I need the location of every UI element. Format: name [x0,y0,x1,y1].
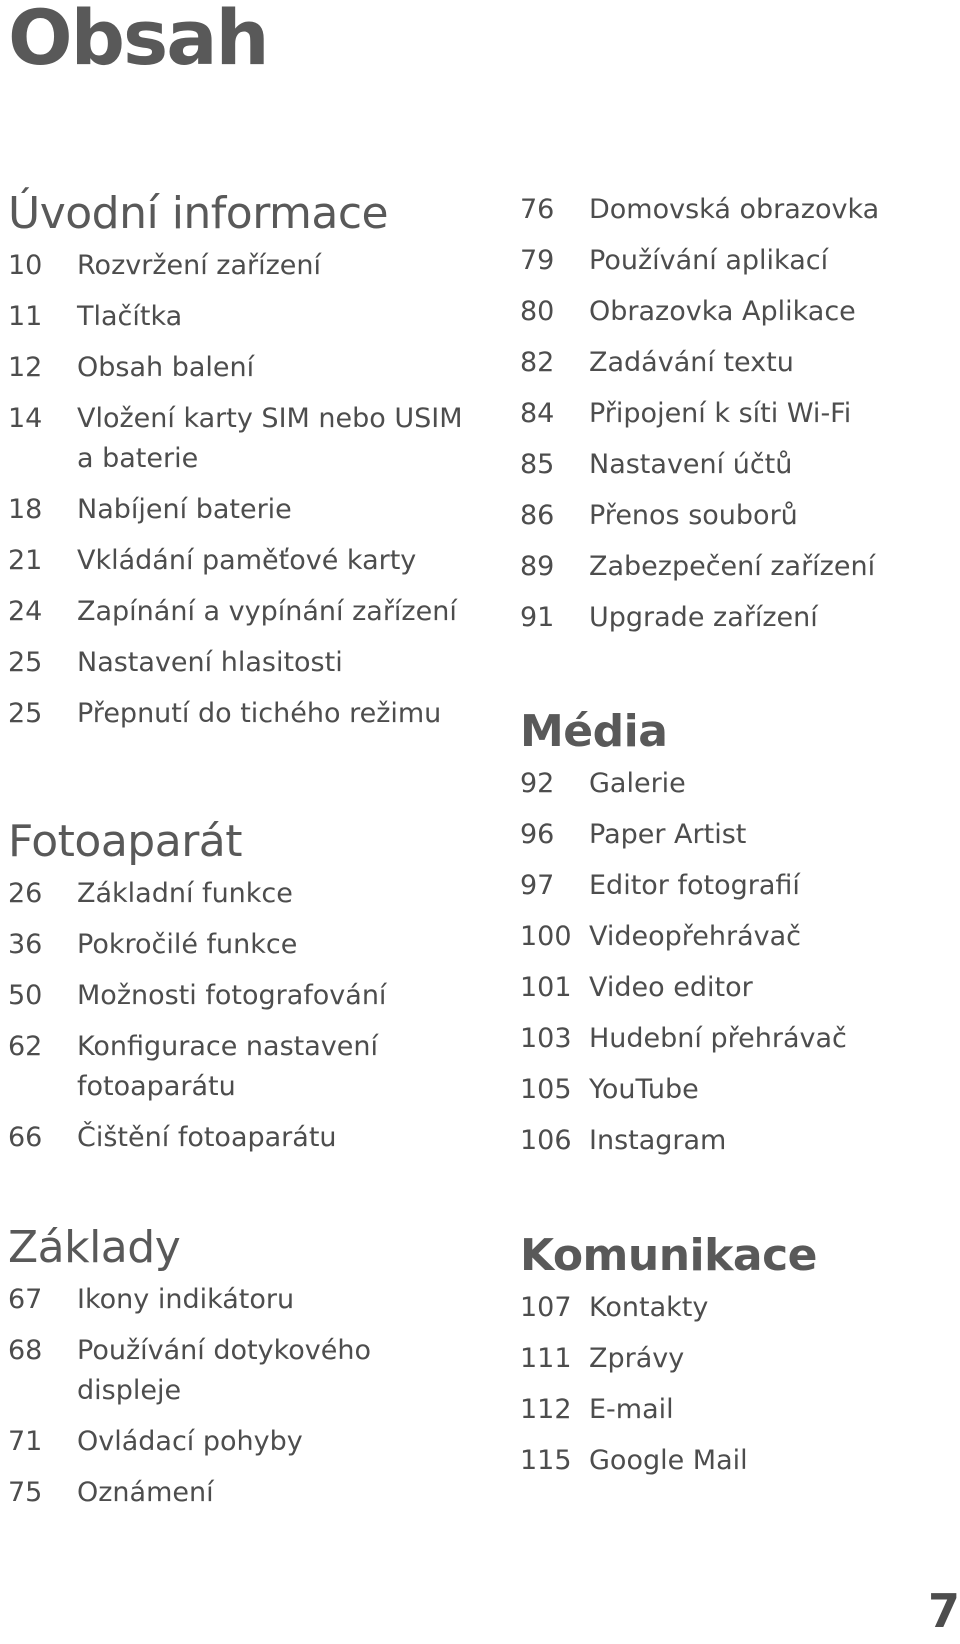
toc-label: Základní funkce [77,878,293,909]
toc-entry[interactable] [8,490,478,530]
toc-page-number: 68 [8,1335,43,1366]
toc-entry[interactable] [520,241,950,281]
toc-label: E-mail [589,1394,674,1425]
toc-page-number: 80 [520,296,555,327]
toc-page-number: 75 [8,1477,43,1508]
toc-entry[interactable] [8,592,478,632]
toc-entry[interactable] [8,1422,478,1462]
toc-entry[interactable] [520,394,950,434]
toc-page-number: 18 [8,494,43,525]
toc-label: Čištění fotoaparátu [77,1122,337,1153]
toc-entry[interactable] [8,976,478,1016]
toc-list [8,246,478,734]
toc-page-number: 36 [8,929,43,960]
toc-page-number: 10 [8,250,43,281]
toc-page-number: 91 [520,602,555,633]
toc-page-number: 79 [520,245,555,276]
toc-page-number: 11 [8,301,43,332]
toc-entry[interactable] [520,445,950,485]
toc-label: Video editor [589,972,753,1003]
toc-entry[interactable] [8,925,478,965]
toc-label: Používání aplikací [589,245,829,276]
toc-page-number: 14 [8,403,43,434]
toc-label: Videopřehrávač [589,921,802,952]
page-title: Obsah [8,0,268,82]
toc-label: Paper Artist [589,819,747,850]
toc-page-number: 76 [520,194,555,225]
section-heading: Fotoaparát [8,816,242,867]
toc-entry[interactable] [8,874,478,914]
toc-label: Zapínání a vypínání zařízení [77,596,457,627]
toc-label: Upgrade zařízení [589,602,818,633]
toc-label: Editor fotografií [589,870,800,901]
toc-list [8,1280,478,1513]
toc-entry[interactable] [8,348,478,388]
toc-entry[interactable] [8,1027,478,1107]
section-heading: Úvodní informace [8,188,389,239]
toc-list [520,190,950,638]
toc-page-number: 101 [520,972,572,1003]
toc-label: Obsah balení [77,352,255,383]
toc-label: Tlačítka [77,301,183,332]
toc-label: Vkládání paměťové karty [77,545,417,576]
toc-entry[interactable] [520,343,950,383]
section-uvodni [8,188,478,745]
toc-label: Připojení k síti Wi-Fi [589,398,852,429]
toc-label: Používání dotykového displeje [77,1335,371,1406]
toc-label: Galerie [589,768,686,799]
toc-entry[interactable] [8,643,478,683]
section-fotoaparat [8,816,478,1169]
section-komunikace [520,1230,950,1492]
toc-label: Přenos souborů [589,500,798,531]
toc-label: Kontakty [589,1292,709,1323]
section-media [520,706,950,1172]
toc-entry[interactable] [8,399,478,479]
toc-entry[interactable] [8,1280,478,1320]
toc-page-number: 21 [8,545,43,576]
toc-page-number: 106 [520,1125,572,1156]
section-heading: Základy [8,1222,181,1273]
toc-entry[interactable] [520,1390,950,1430]
toc-label: Ovládací pohyby [77,1426,303,1457]
toc-page-number: 97 [520,870,555,901]
toc-list [520,764,950,1161]
toc-label: Google Mail [589,1445,748,1476]
toc-page-number: 84 [520,398,555,429]
toc-page-number: 24 [8,596,43,627]
toc-label: Domovská obrazovka [589,194,880,225]
toc-page-number: 100 [520,921,572,952]
toc-entry[interactable] [520,764,950,804]
toc-label: Vložení karty SIM nebo USIM a baterie [77,403,463,474]
toc-label: Zadávání textu [589,347,794,378]
toc-label: Nastavení hlasitosti [77,647,343,678]
toc-entry[interactable] [520,1121,950,1161]
section-zaklady-cont [520,190,950,649]
toc-label: Instagram [589,1125,727,1156]
toc-page-number: 25 [8,647,43,678]
toc-page-number: 96 [520,819,555,850]
toc-page-number: 26 [8,878,43,909]
toc-page-number: 103 [520,1023,572,1054]
toc-entry[interactable] [8,1118,478,1158]
section-zaklady [8,1222,478,1524]
toc-page-number: 105 [520,1074,572,1105]
toc-entry[interactable] [520,815,950,855]
toc-label: Pokročilé funkce [77,929,298,960]
toc-label: Ikony indikátoru [77,1284,295,1315]
toc-page-number: 85 [520,449,555,480]
toc-page-number: 71 [8,1426,43,1457]
toc-label: Konfigurace nastavení fotoaparátu [77,1031,378,1102]
toc-list [520,1288,950,1481]
toc-page-number: 107 [520,1292,572,1323]
toc-entry[interactable] [520,1070,950,1110]
toc-entry[interactable] [8,1331,478,1411]
toc-entry[interactable] [520,968,950,1008]
toc-entry[interactable] [520,190,950,230]
toc-page-number: 25 [8,698,43,729]
toc-page-number: 12 [8,352,43,383]
section-heading: Média [520,706,668,757]
toc-entry[interactable] [520,917,950,957]
toc-entry[interactable] [520,1019,950,1059]
toc-entry[interactable] [520,496,950,536]
toc-entry[interactable] [520,866,950,906]
toc-page-number: 50 [8,980,43,1011]
toc-label: YouTube [589,1074,699,1105]
toc-entry[interactable] [8,246,478,286]
toc-page-number: 111 [520,1343,572,1374]
toc-page-number: 66 [8,1122,43,1153]
toc-entry[interactable] [520,1288,950,1328]
toc-label: Zabezpečení zařízení [589,551,876,582]
toc-entry[interactable] [520,547,950,587]
toc-entry[interactable] [8,1473,478,1513]
toc-entry[interactable] [8,297,478,337]
toc-page-number: 82 [520,347,555,378]
toc-label: Hudební přehrávač [589,1023,847,1054]
toc-page-number: 89 [520,551,555,582]
toc-label: Zprávy [589,1343,685,1374]
toc-label: Nastavení účtů [589,449,793,480]
toc-page-number: 112 [520,1394,572,1425]
toc-page-number: 115 [520,1445,572,1476]
toc-entry[interactable] [520,292,950,332]
toc-label: Nabíjení baterie [77,494,292,525]
page-number: 7 [927,1584,960,1638]
toc-page-number: 62 [8,1031,43,1062]
toc-page-number: 92 [520,768,555,799]
toc-label: Obrazovka Aplikace [589,296,856,327]
toc-entry[interactable] [520,598,950,638]
toc-list [8,874,478,1158]
toc-label: Oznámení [77,1477,214,1508]
toc-label: Možnosti fotografování [77,980,387,1011]
toc-page-number: 67 [8,1284,43,1315]
toc-label: Přepnutí do tichého režimu [77,698,442,729]
toc-page-number: 86 [520,500,555,531]
toc-entry[interactable] [8,541,478,581]
section-heading: Komunikace [520,1230,818,1281]
toc-entry[interactable] [8,694,478,734]
toc-entry[interactable] [520,1339,950,1379]
toc-entry[interactable] [520,1441,950,1481]
toc-label: Rozvržení zařízení [77,250,322,281]
